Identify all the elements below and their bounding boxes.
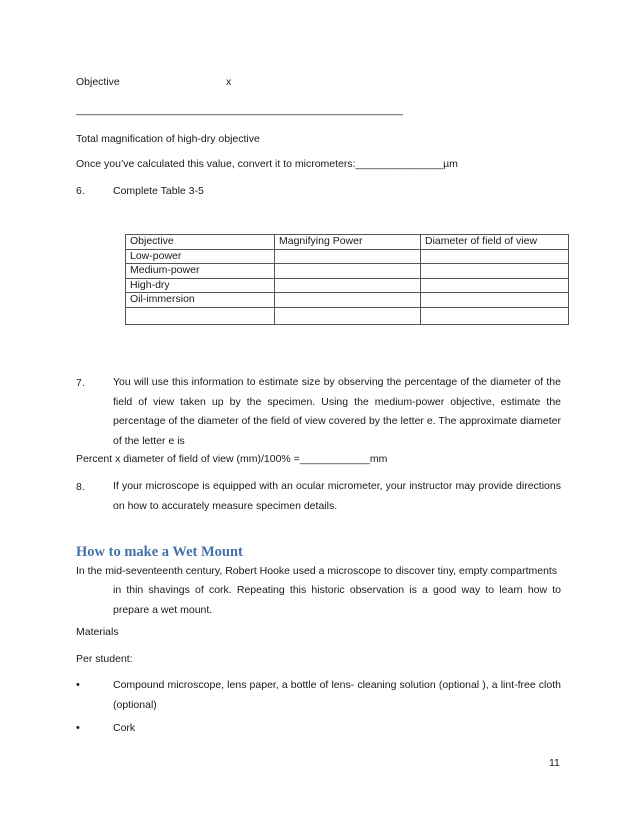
- bullet-item-1: Compound microscope, lens paper, a bottle of lens- cleaning solution (optional ), a lint-free cloth (optional): [113, 679, 561, 711]
- table-cell: [421, 249, 569, 264]
- item-8-text: If your microscope is equipped with an ocular micrometer, your instructor may provide directions on how to accurately measure specimen details.: [113, 480, 561, 512]
- per-student-label: Per student:: [76, 653, 133, 665]
- table-cell: [421, 293, 569, 308]
- page-number: 11: [549, 757, 560, 769]
- item-6-text: Complete Table 3-5: [113, 185, 204, 197]
- table-cell: [275, 249, 421, 264]
- section-heading: How to make a Wet Mount: [76, 544, 243, 560]
- table-3-5: [125, 234, 569, 325]
- objective-label: Objective: [76, 76, 120, 88]
- table-row: [126, 264, 569, 279]
- table-cell: High-dry: [126, 278, 275, 293]
- item-7-text: You will use this information to estimate size by observing the percentage of the diameter of the field of view taken up by the specimen. Using the medium-power objective, estimate the percentage of the diameter of the field of view covered by the letter e. The approximate diameter of the letter e is: [113, 376, 561, 447]
- materials-label: Materials: [76, 626, 119, 638]
- percent-line: Percent x diameter of field of view (mm)/100% =____________mm: [76, 453, 388, 465]
- bullet-icon: •: [76, 679, 80, 691]
- item-7-number: 7.: [76, 377, 85, 389]
- table-cell: [421, 264, 569, 279]
- table-row: [126, 278, 569, 293]
- convert-line: Once you’ve calculated this value, convert it to micrometers:_______________µm: [76, 158, 458, 170]
- item-6-number: 6.: [76, 185, 85, 197]
- intro-first-line: In the mid-seventeenth century, Robert Hooke used a microscope to discover tiny, empty compartments: [76, 565, 558, 577]
- table-row: [126, 307, 569, 324]
- table-cell: [126, 307, 275, 324]
- table-cell: Low-power: [126, 249, 275, 264]
- table-cell: [275, 264, 421, 279]
- answer-underline: ________________________________________________________: [76, 104, 404, 116]
- table-header-row: [126, 235, 569, 250]
- table-cell: [421, 307, 569, 324]
- header-magnifying-power: Magnifying Power: [275, 235, 421, 250]
- table-cell: Medium-power: [126, 264, 275, 279]
- table-cell: [275, 307, 421, 324]
- table-cell: Oil-immersion: [126, 293, 275, 308]
- header-diameter: Diameter of field of view: [421, 235, 569, 250]
- total-magnification-line: Total magnification of high-dry objective: [76, 133, 260, 145]
- item-8-number: 8.: [76, 481, 85, 493]
- table-row: [126, 293, 569, 308]
- times-symbol: x: [226, 76, 232, 88]
- table-cell: [421, 278, 569, 293]
- intro-rest: in thin shavings of cork. Repeating this historic observation is a good way to learn how to prepare a wet mount.: [113, 584, 561, 616]
- bullet-item-2: Cork: [113, 722, 136, 734]
- table-cell: [275, 293, 421, 308]
- table-row: [126, 249, 569, 264]
- header-objective: Objective: [126, 235, 275, 250]
- table-cell: [275, 278, 421, 293]
- bullet-icon: •: [76, 722, 80, 734]
